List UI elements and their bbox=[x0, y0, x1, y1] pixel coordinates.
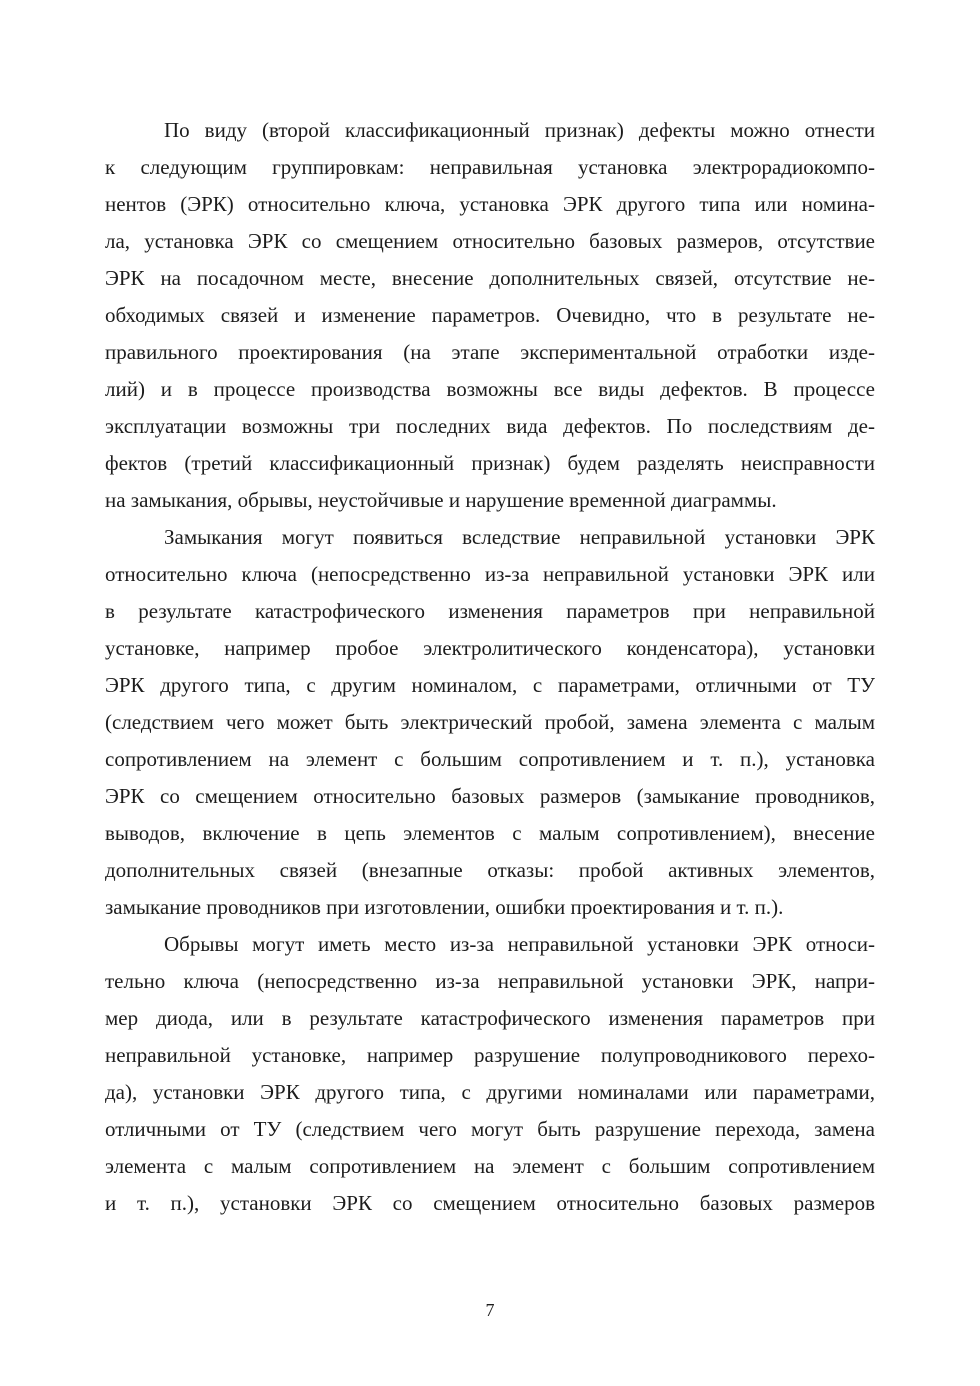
text-line: к следующим группировкам: неправильная установка электрорадиокомпо- bbox=[105, 155, 875, 179]
text-line: и т. п.), установки ЭРК со смещением относительно базовых размеров bbox=[105, 1191, 875, 1215]
text-line: в результате катастрофического изменения параметров при неправильной bbox=[105, 599, 875, 623]
page-number: 7 bbox=[485, 1300, 495, 1320]
text-line: По виду (второй классификационный признак) дефекты можно отнести bbox=[164, 118, 875, 142]
text-line: ЭРК другого типа, с другим номиналом, с параметрами, отличными от ТУ bbox=[105, 673, 875, 697]
text-line: да), установки ЭРК другого типа, с другими номиналами или параметрами, bbox=[105, 1080, 875, 1104]
text-line: Замыкания могут появиться вследствие неправильной установки ЭРК bbox=[164, 525, 875, 549]
text-line: обходимых связей и изменение параметров. Очевидно, что в результате не- bbox=[105, 303, 875, 327]
text-line: ЭРК со смещением относительно базовых размеров (замыкание проводников, bbox=[105, 784, 875, 808]
text-line: относительно ключа (непосредственно из-за неправильной установки ЭРК или bbox=[105, 562, 875, 586]
text-line: элемента с малым сопротивлением на элемент с большим сопротивлением bbox=[105, 1154, 875, 1178]
text-line: выводов, включение в цепь элементов с малым сопротивлением), внесение bbox=[105, 821, 875, 845]
text-line: лий) и в процессе производства возможны все виды дефектов. В процессе bbox=[105, 377, 875, 401]
paragraph bbox=[105, 926, 875, 1222]
page-body bbox=[105, 112, 875, 1222]
text-line: мер диода, или в результате катастрофического изменения параметров при bbox=[105, 1006, 875, 1030]
text-line: правильного проектирования (на этапе экспериментальной отработки изде- bbox=[105, 340, 875, 364]
text-line: нентов (ЭРК) относительно ключа, установка ЭРК другого типа или номина- bbox=[105, 192, 875, 216]
text-line: отличными от ТУ (следствием чего могут быть разрушение перехода, замена bbox=[105, 1117, 875, 1141]
text-line: Обрывы могут иметь место из-за неправильной установки ЭРК относи- bbox=[164, 932, 875, 956]
text-line: (следствием чего может быть электрический пробой, замена элемента с малым bbox=[105, 710, 875, 734]
text-line: на замыкания, обрывы, неустойчивые и нарушение временной диаграммы. bbox=[105, 488, 777, 512]
paragraph bbox=[105, 519, 875, 926]
text-line: неправильной установке, например разрушение полупроводникового перехо- bbox=[105, 1043, 875, 1067]
text-line: сопротивлением на элемент с большим сопротивлением и т. п.), установка bbox=[105, 747, 875, 771]
text-line: ЭРК на посадочном месте, внесение дополнительных связей, отсутствие не- bbox=[105, 266, 875, 290]
paragraph bbox=[105, 112, 875, 519]
text-line: замыкание проводников при изготовлении, ошибки проектирования и т. п.). bbox=[105, 895, 784, 919]
text-line: фектов (третий классификационный признак) будем разделять неисправности bbox=[105, 451, 875, 475]
text-line: тельно ключа (непосредственно из-за неправильной установки ЭРК, напри- bbox=[105, 969, 875, 993]
text-line: дополнительных связей (внезапные отказы: пробой активных элементов, bbox=[105, 858, 875, 882]
text-line: установке, например пробое электролитического конденсатора), установки bbox=[105, 636, 875, 660]
text-line: эксплуатации возможны три последних вида дефектов. По последствиям де- bbox=[105, 414, 875, 438]
text-line: ла, установка ЭРК со смещением относительно базовых размеров, отсутствие bbox=[105, 229, 875, 253]
